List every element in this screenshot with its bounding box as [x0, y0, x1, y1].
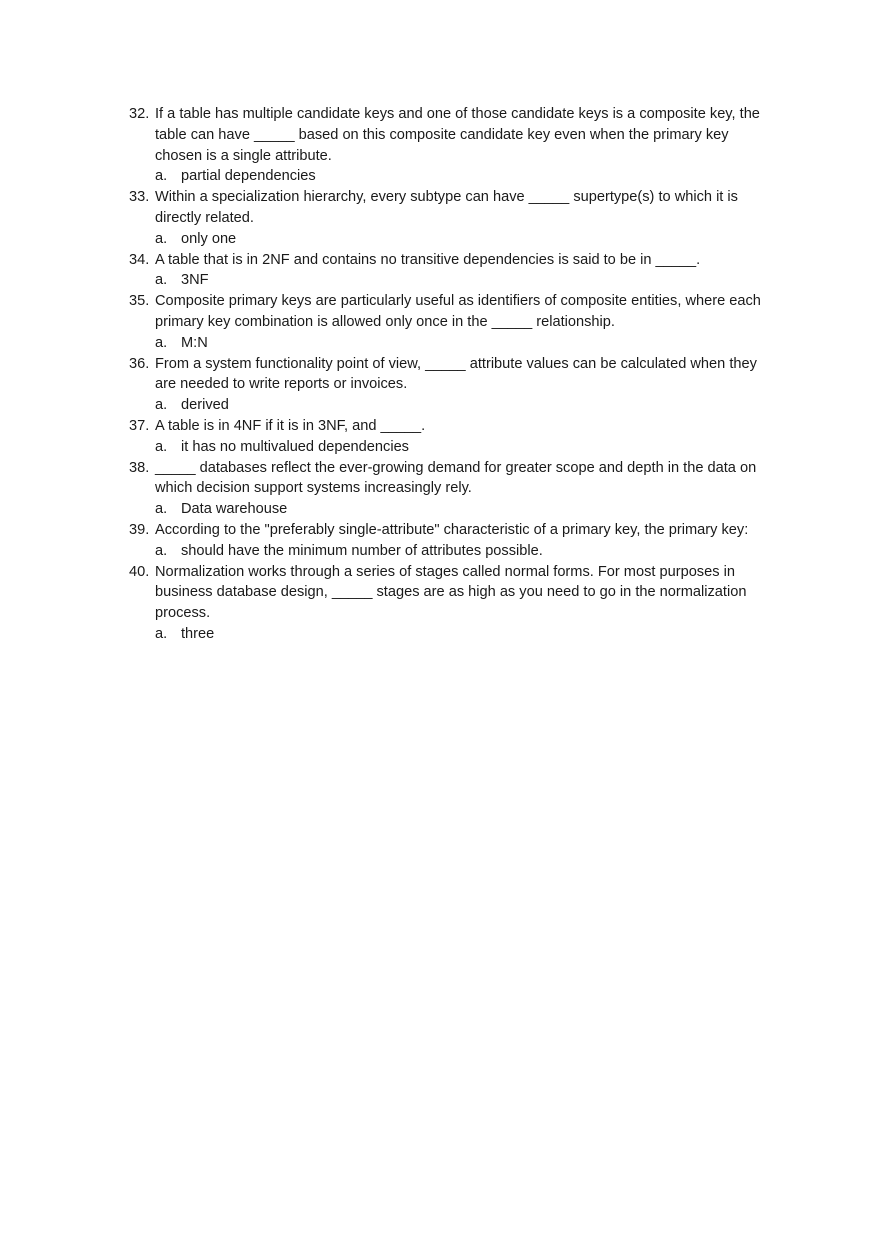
answer-letter: a. — [155, 501, 168, 518]
question-text: Composite primary keys are particularly useful as identifiers of composite entities, where each primary key combination is allowed only once in the _____ relationship. — [155, 293, 761, 330]
answer-text: it has no multivalued dependencies — [181, 438, 409, 455]
answer-39 — [129, 541, 777, 562]
question-40 — [129, 562, 777, 624]
question-number: 37. — [129, 417, 150, 434]
question-number: 34. — [129, 251, 150, 268]
question-text: From a system functionality point of view, _____ attribute values can be calculated when they are needed to write reports or invoices. — [155, 355, 757, 393]
question-text: A table is in 4NF if it is in 3NF, and _____. — [155, 417, 426, 434]
answer-text: only one — [181, 230, 237, 247]
question-36 — [129, 354, 777, 396]
question-number: 38. — [129, 459, 150, 476]
answer-text: partial dependencies — [181, 168, 316, 185]
question-number: 32. — [129, 106, 150, 122]
answer-35 — [129, 333, 777, 354]
question-number: 39. — [129, 521, 150, 538]
answer-letter: a. — [155, 542, 168, 559]
answer-letter: a. — [155, 438, 168, 455]
answer-text: Data warehouse — [181, 501, 288, 518]
answer-38 — [129, 499, 777, 520]
question-32 — [129, 104, 777, 166]
answer-36 — [129, 395, 777, 416]
answer-text: should have the minimum number of attributes possible. — [181, 542, 543, 559]
question-number: 40. — [129, 563, 150, 580]
question-39 — [129, 520, 777, 541]
answer-text: 3NF — [181, 272, 209, 289]
question-number: 35. — [129, 293, 150, 310]
question-number: 33. — [129, 189, 150, 206]
answer-40 — [129, 624, 777, 645]
answer-text: M:N — [181, 334, 208, 351]
answer-text: three — [181, 625, 215, 642]
answer-37 — [129, 437, 777, 458]
answer-text: derived — [181, 397, 229, 414]
question-37 — [129, 416, 777, 437]
question-text: A table that is in 2NF and contains no transitive dependencies is said to be in _____. — [155, 251, 701, 268]
question-33 — [129, 187, 777, 229]
answer-letter: a. — [155, 397, 168, 414]
answer-letter: a. — [155, 334, 168, 351]
answer-letter: a. — [155, 168, 168, 185]
answer-33 — [129, 229, 777, 250]
answer-letter: a. — [155, 625, 168, 642]
question-number: 36. — [129, 355, 150, 372]
question-text: Normalization works through a series of stages called normal forms. For most purposes in business database design, _____ stages are as high as you need to go in the normalization process. — [155, 563, 747, 622]
question-text: If a table has multiple candidate keys and one of those candidate keys is a composite key, the table can have _____ based on this composite candidate key even when the primary key chosen is a single attribute. — [155, 106, 760, 164]
question-text: _____ databases reflect the ever-growing demand for greater scope and depth in the data on which decision support systems increasingly rely. — [155, 459, 757, 497]
question-text: According to the "preferably single-attribute" characteristic of a primary key, the primary key: — [155, 521, 749, 538]
answer-letter: a. — [155, 272, 168, 289]
question-text: Within a specialization hierarchy, every subtype can have _____ supertype(s) to which it is directly related. — [155, 189, 738, 226]
answer-34 — [129, 270, 777, 291]
answer-letter: a. — [155, 230, 168, 247]
answer-32 — [129, 166, 777, 187]
question-34 — [129, 250, 777, 271]
question-list — [129, 104, 777, 645]
question-35 — [129, 291, 777, 333]
question-38 — [129, 458, 777, 500]
